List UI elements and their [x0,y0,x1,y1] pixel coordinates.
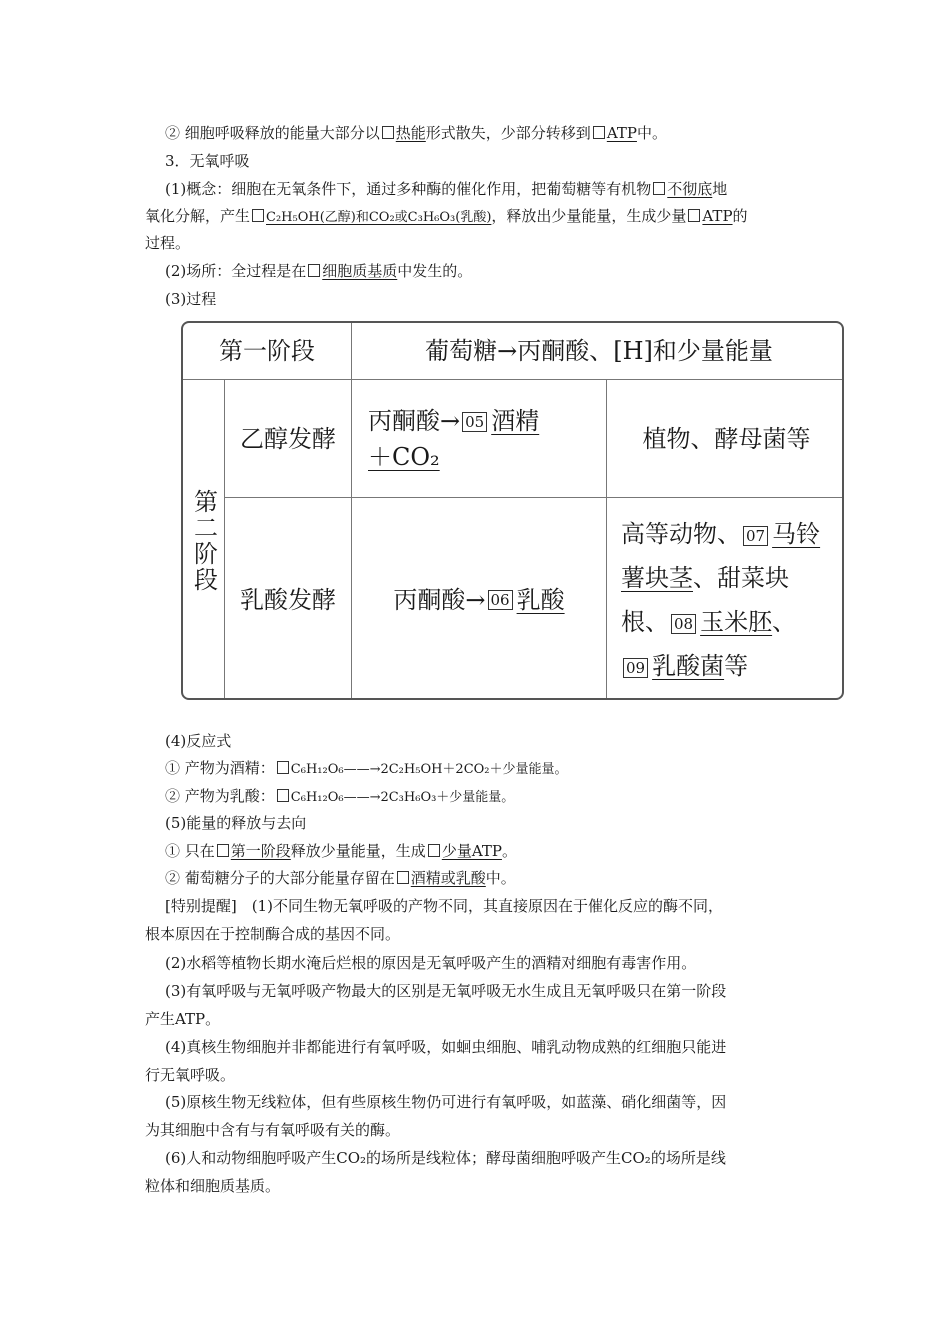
text-line [165,756,830,782]
answer-underlined: 不彻底 [667,180,713,198]
reaction-text: 丙酮酸→ [393,586,486,614]
answer-underlined: 酒精 [491,406,540,435]
blank-number: 09 [623,658,648,678]
answer-underlined: 少量ATP [441,842,502,860]
blank-box [593,126,605,139]
blank-number: 08 [671,614,696,634]
text-line: 产生ATP。 [145,1010,221,1028]
blank-box [217,844,229,857]
line-text: 地 [712,180,728,198]
line-text: ，释放出少量能量，生成少量 [491,207,687,225]
line-text: 形式散失，少部分转移到 [425,124,591,142]
answer-underlined: 第一阶段 [230,842,291,860]
text-line: 过程。 [145,234,191,252]
line-text: ① 只在 [165,842,215,860]
alcohol-fermentation-label: 乙醇发酵 [240,424,336,453]
answer-underlined: ATP [606,124,637,142]
blank-box [277,761,289,774]
blank-box [308,264,320,277]
answer-underlined: 薯块茎 [621,564,693,592]
answer-underlined: 乳酸菌 [652,652,725,680]
line-text: (2)场所：全过程是在 [165,262,307,280]
text-line [165,784,830,810]
line-text: 氧化分解，产生 [145,207,251,225]
process-table [181,321,844,700]
blank-box [397,871,409,884]
answer-underlined: ＋CO₂ [368,442,440,471]
answer-underlined: 玉米胚 [700,608,773,636]
text-line: (4)真核生物细胞并非都能进行有氧呼吸，如蛔虫细胞、哺乳动物成熟的红细胞只能进 [165,1038,727,1056]
blank-box [277,789,289,802]
line-text: 。 [501,842,517,860]
line-text: ② 细胞呼吸释放的能量大部分以 [165,124,380,142]
org-text: 等 [724,652,749,680]
line-text: ② 产物为乳酸： [165,787,275,805]
org-text: 、甜菜块 [693,564,789,592]
section-heading: (4)反应式 [165,732,232,750]
lactic-reaction [352,498,606,700]
text-line [165,839,830,863]
text-line: (5)原核生物无线粒体，但有些原核生物仍可进行有氧呼吸，如蓝藻、硝化细菌等，因 [165,1093,727,1111]
equation-text: C₆H₁₂O₆——→2C₂H₅OH＋2CO₂＋少量能量。 [290,762,568,777]
answer-underlined: 细胞质基质 [322,262,398,280]
alcohol-organisms: 植物、酵母菌等 [642,424,811,453]
line-text: 中。 [485,869,516,887]
stage2-label: 第二阶段 [189,489,218,593]
text-line: 为其细胞中含有与有氧呼吸有关的酶。 [145,1121,401,1139]
blank-number: 06 [488,590,513,610]
text-line [165,177,830,201]
lactic-organisms [607,498,844,700]
answer-underlined: C₂H₅OH(乙醇)和CO₂或C₃H₆O₃(乳酸) [266,210,492,225]
text-line: [特别提醒] (1)不同生物无氧呼吸的产物不同，其直接原因在于催化反应的酶不同， [165,897,723,915]
blank-box [252,209,264,222]
text-line [165,121,830,145]
answer-underlined: 乳酸 [516,586,565,614]
text-line: (2)水稻等植物长期水淹后烂根的原因是无氧呼吸产生的酒精对细胞有毒害作用。 [165,954,697,972]
org-text: 高等动物、 [621,520,741,548]
line-text: 中发生的。 [397,262,473,280]
text-line: 行无氧呼吸。 [145,1066,236,1084]
org-text: 、 [772,608,797,636]
blank-number: 07 [743,526,768,546]
text-line [145,204,810,230]
line-text: (1)概念：细胞在无氧条件下，通过多种酶的催化作用，把葡萄糖等有机物 [165,180,652,198]
line-text: ② 葡萄糖分子的大部分能量存留在 [165,869,395,887]
reaction-text: 丙酮酸→ [368,406,461,435]
line-text: 中。 [636,124,667,142]
stage1-content: 葡萄糖→丙酮酸、[H]和少量能量 [425,337,773,365]
text-line [165,259,830,283]
line-text: 释放少量能量，生成 [290,842,426,860]
text-line [165,866,830,890]
equation-text: C₆H₁₂O₆——→2C₃H₆O₃＋少量能量。 [290,790,515,805]
text-line: (6)人和动物细胞呼吸产生CO₂的场所是线粒体；酵母菌细胞呼吸产生CO₂的场所是线 [165,1149,726,1167]
answer-underlined: 马铃 [772,520,821,548]
line-text: ① 产物为酒精： [165,759,275,777]
text-line: 根本原因在于控制酶合成的基因不同。 [145,925,401,943]
stage1-label: 第一阶段 [219,337,315,365]
text-line: (3)过程 [165,290,217,308]
lactic-fermentation-label: 乳酸发酵 [240,586,336,614]
answer-underlined: 酒精或乳酸 [410,869,486,887]
blank-number: 05 [462,412,487,432]
text-line: 粒体和细胞质基质。 [145,1177,281,1195]
answer-underlined: ATP [702,207,733,225]
blank-box [382,126,394,139]
answer-underlined: 热能 [395,124,426,142]
blank-box [653,182,665,195]
section-heading: 3．无氧呼吸 [165,152,250,170]
alcohol-reaction-line1 [368,403,539,439]
line-text: 的 [732,207,748,225]
text-line: (3)有氧呼吸与无氧呼吸产物最大的区别是无氧呼吸无水生成且无氧呼吸只在第一阶段 [165,982,727,1000]
section-heading: (5)能量的释放与去向 [165,814,307,832]
blank-box [688,209,700,222]
org-text: 根、 [621,608,669,636]
alcohol-reaction [352,380,606,497]
blank-box [428,844,440,857]
